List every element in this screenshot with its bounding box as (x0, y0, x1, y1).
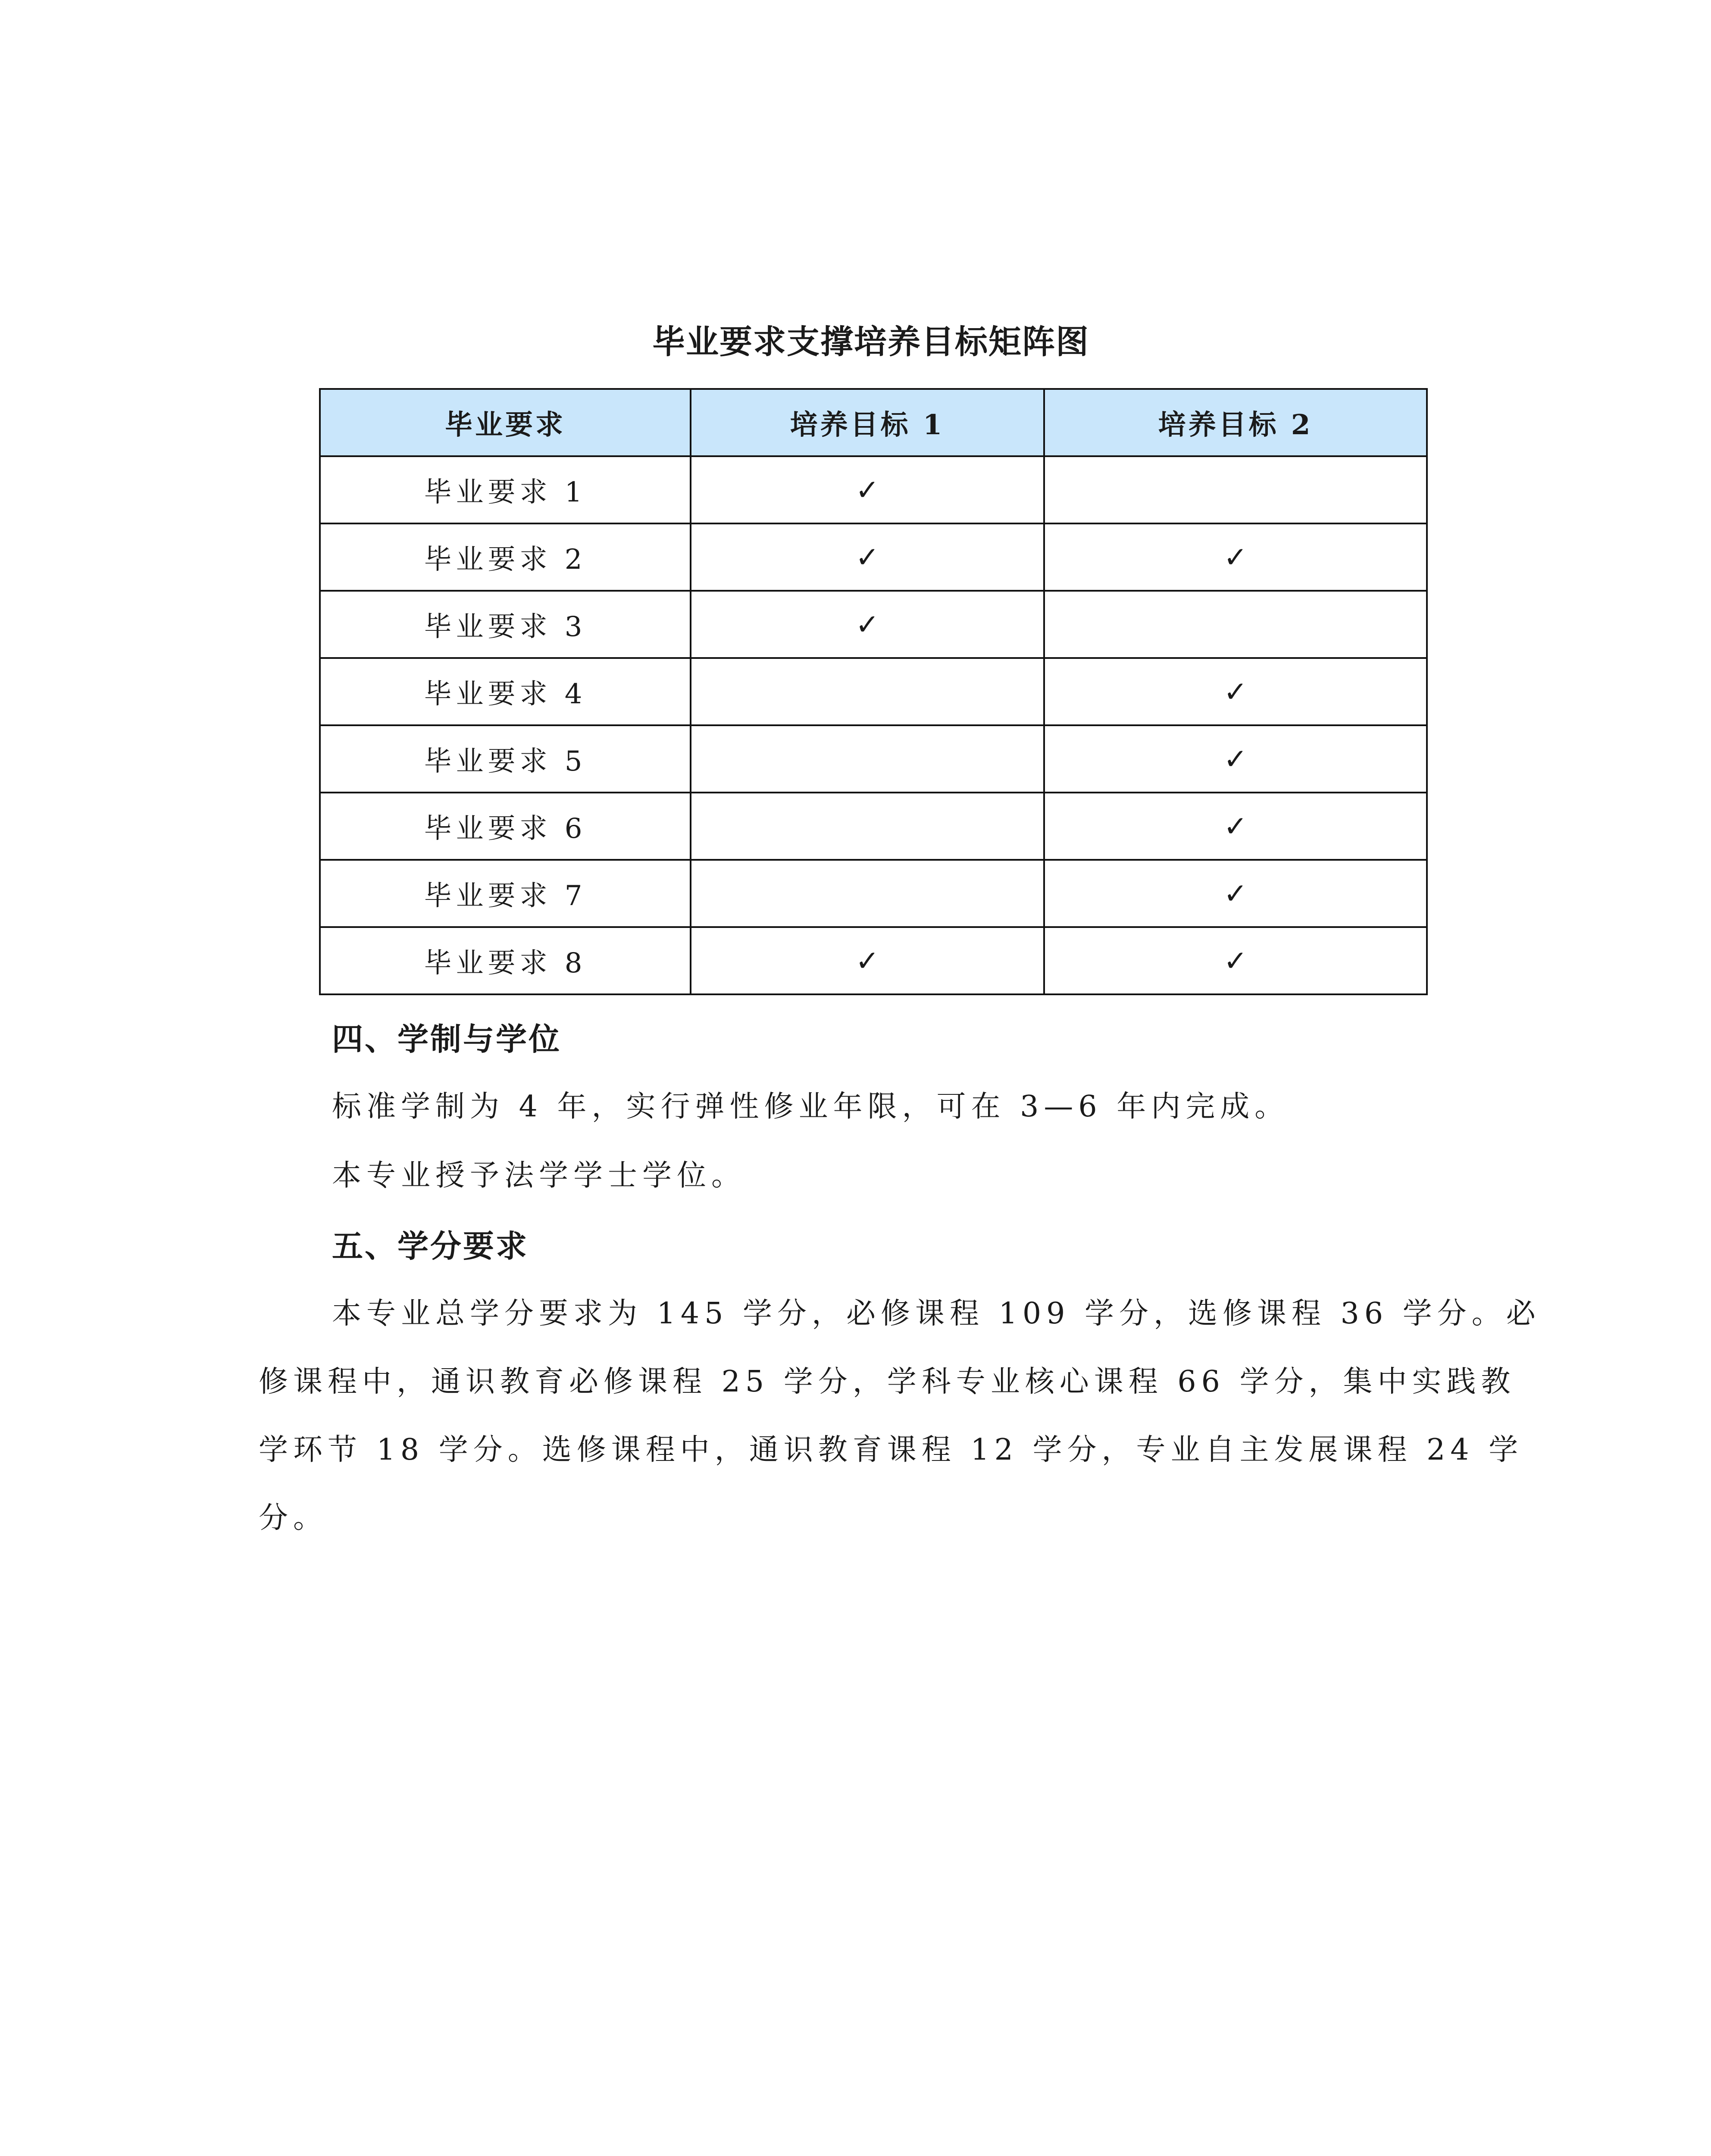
table-row (320, 456, 1427, 523)
header-goal-1: 培养目标 1 (691, 389, 1044, 456)
section-4-line-2: 本专业授予法学学士学位。 (332, 1159, 746, 1193)
table-row (320, 658, 1427, 725)
check-mark-cell: ✓ (1044, 725, 1427, 793)
row-label: 毕业要求 7 (320, 860, 691, 927)
header-requirement: 毕业要求 (320, 389, 691, 456)
row-label: 毕业要求 1 (320, 456, 691, 523)
check-mark-cell: ✓ (1044, 793, 1427, 860)
check-mark-cell: ✓ (1044, 523, 1427, 591)
row-label: 毕业要求 6 (320, 793, 691, 860)
table-row (320, 927, 1427, 994)
table-row (320, 860, 1427, 927)
section-5-line-3: 学环节 18 学分。选修课程中，通识教育课程 12 学分，专业自主发展课程 24 学 (259, 1433, 1523, 1467)
check-mark-cell (1044, 456, 1427, 523)
check-mark-cell: ✓ (1044, 658, 1427, 725)
table-row (320, 725, 1427, 793)
table-title: 毕业要求支撑培养目标矩阵图 (652, 323, 1089, 361)
row-label: 毕业要求 5 (320, 725, 691, 793)
section-5-heading: 五、学分要求 (332, 1228, 529, 1264)
row-label: 毕业要求 4 (320, 658, 691, 725)
section-5-line-4: 分。 (259, 1501, 328, 1535)
check-mark-cell (691, 658, 1044, 725)
row-label: 毕业要求 2 (320, 523, 691, 591)
table-row (320, 591, 1427, 658)
check-mark-cell: ✓ (691, 927, 1044, 994)
check-mark-cell (1044, 591, 1427, 658)
table-header-row (320, 389, 1427, 456)
section-4-line-1: 标准学制为 4 年，实行弹性修业年限，可在 3—6 年内完成。 (332, 1090, 1289, 1124)
section-5-line-1: 本专业总学分要求为 145 学分，必修课程 109 学分，选修课程 36 学分。必 (332, 1297, 1541, 1331)
check-mark-cell (691, 725, 1044, 793)
check-mark-cell: ✓ (691, 523, 1044, 591)
table-row (320, 523, 1427, 591)
row-label: 毕业要求 8 (320, 927, 691, 994)
header-goal-2: 培养目标 2 (1044, 389, 1427, 456)
check-mark-cell: ✓ (691, 456, 1044, 523)
check-mark-cell: ✓ (1044, 927, 1427, 994)
table-row (320, 793, 1427, 860)
support-matrix-table (319, 388, 1428, 995)
check-mark-cell: ✓ (1044, 860, 1427, 927)
section-5-line-2: 修课程中，通识教育必修课程 25 学分，学科专业核心课程 66 学分，集中实践教 (259, 1365, 1516, 1399)
check-mark-cell: ✓ (691, 591, 1044, 658)
section-4-heading: 四、学制与学位 (332, 1021, 562, 1057)
row-label: 毕业要求 3 (320, 591, 691, 658)
check-mark-cell (691, 793, 1044, 860)
check-mark-cell (691, 860, 1044, 927)
